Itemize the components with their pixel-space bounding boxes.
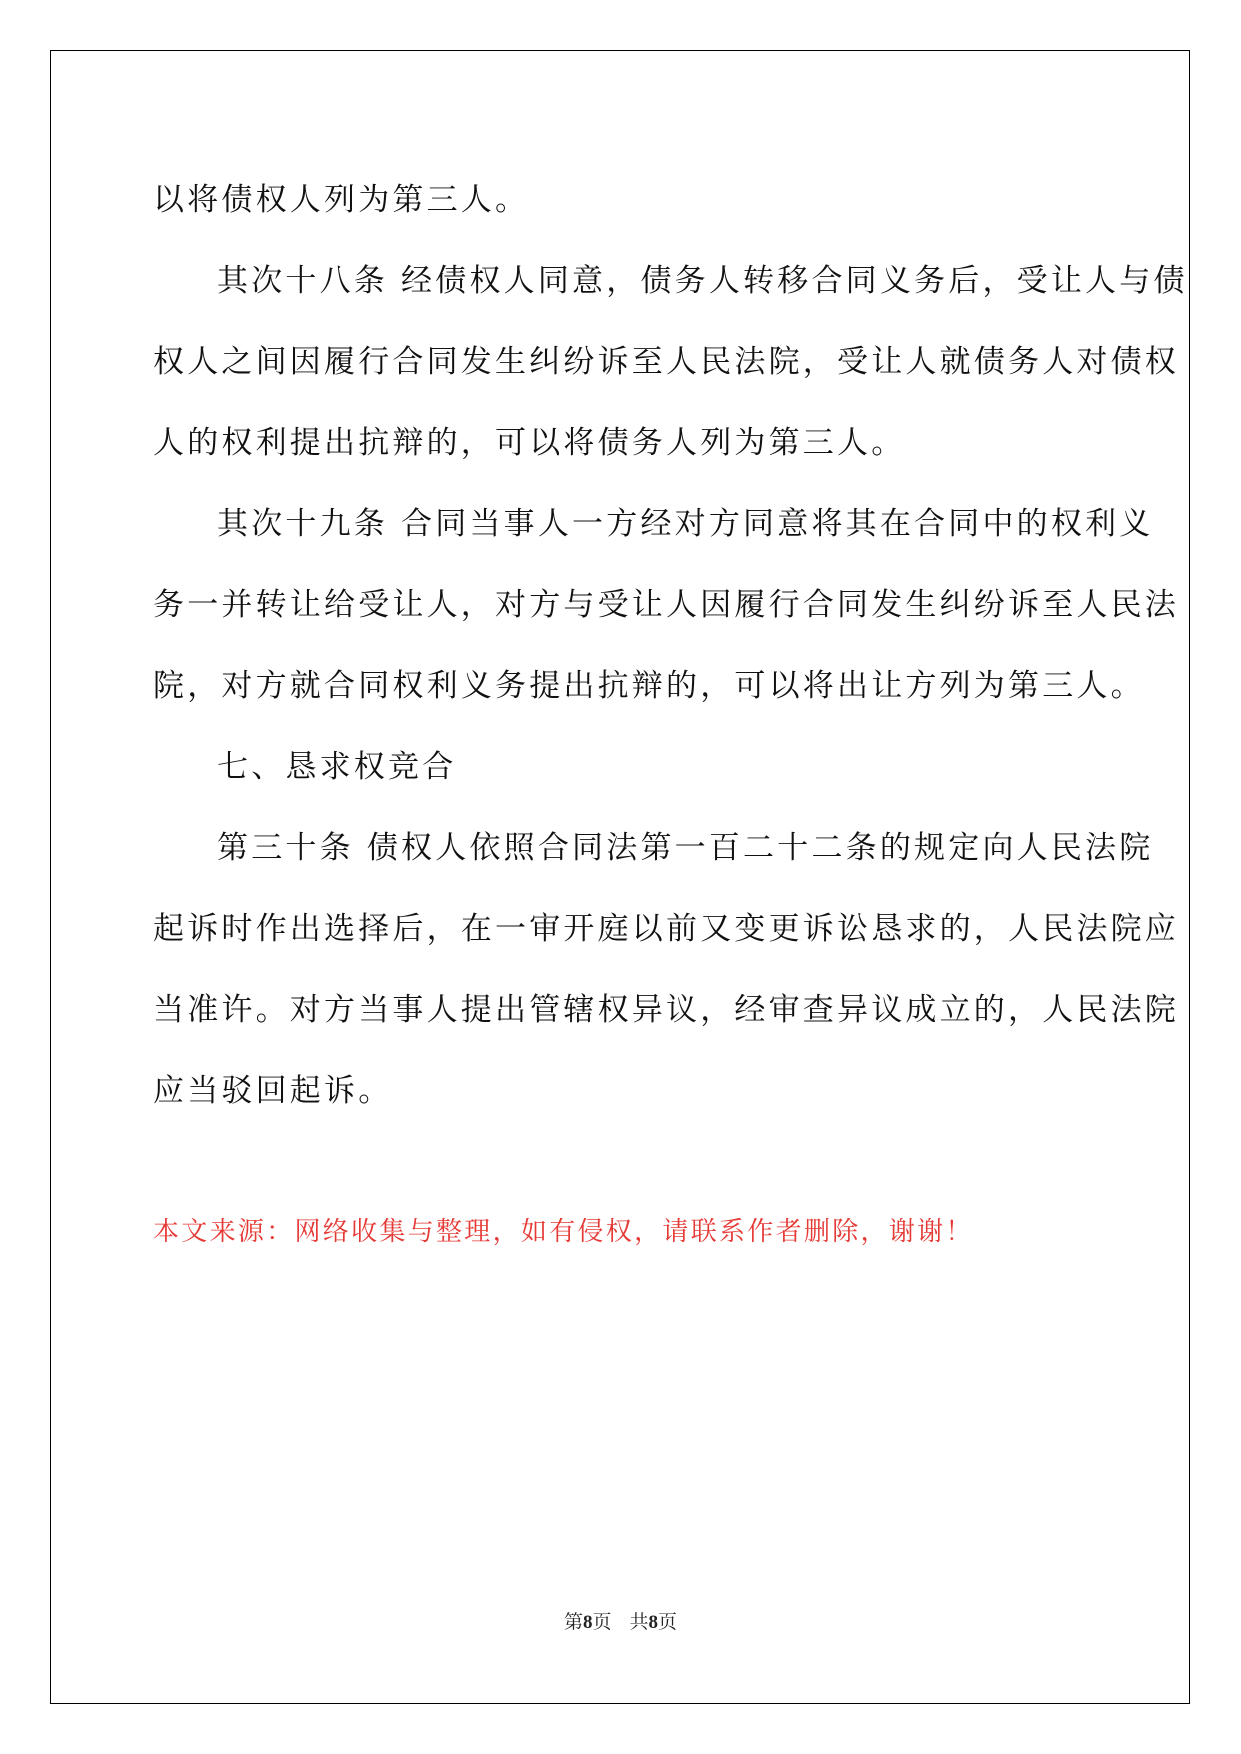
body-line-2: 其次十八条 经债权人同意，债务人转移合同义务后，受让人与债 [217, 263, 1188, 299]
body-line-1: 以将债权人列为第三人。 [153, 182, 530, 218]
body-line-5: 其次十九条 合同当事人一方经对方同意将其在合同中的权利义 [217, 506, 1154, 542]
body-line-12: 应当驳回起诉。 [153, 1073, 393, 1109]
total-prefix: 共 [629, 1612, 649, 1633]
body-line-3: 权人之间因履行合同发生纠纷诉至人民法院，受让人就债务人对债权 [153, 344, 1179, 380]
page-prefix: 第 [563, 1612, 583, 1633]
page-current: 8 [582, 1612, 593, 1633]
body-line-10: 起诉时作出选择后，在一审开庭以前又变更诉讼恳求的，人民法院应 [153, 911, 1179, 947]
body-line-9: 第三十条 债权人依照合同法第一百二十二条的规定向人民法院 [217, 830, 1154, 866]
body-line-4: 人的权利提出抗辩的，可以将债务人列为第三人。 [153, 425, 906, 461]
section-heading: 七、恳求权竞合 [217, 749, 457, 785]
document-body [153, 160, 1188, 1132]
page-total: 8 [648, 1612, 659, 1633]
body-line-7: 院，对方就合同权利义务提出抗辩的，可以将出让方列为第三人。 [153, 668, 1145, 704]
total-suffix: 页 [658, 1612, 678, 1633]
page-suffix: 页 [592, 1612, 612, 1633]
body-line-11: 当准许。对方当事人提出管辖权异议，经审查异议成立的，人民法院 [153, 992, 1179, 1028]
source-note: 本文来源：网络收集与整理，如有侵权，请联系作者删除，谢谢！ [153, 1217, 974, 1247]
body-line-6: 务一并转让给受让人，对方与受让人因履行合同发生纠纷诉至人民法 [153, 587, 1179, 623]
page-footer [0, 1607, 1241, 1634]
